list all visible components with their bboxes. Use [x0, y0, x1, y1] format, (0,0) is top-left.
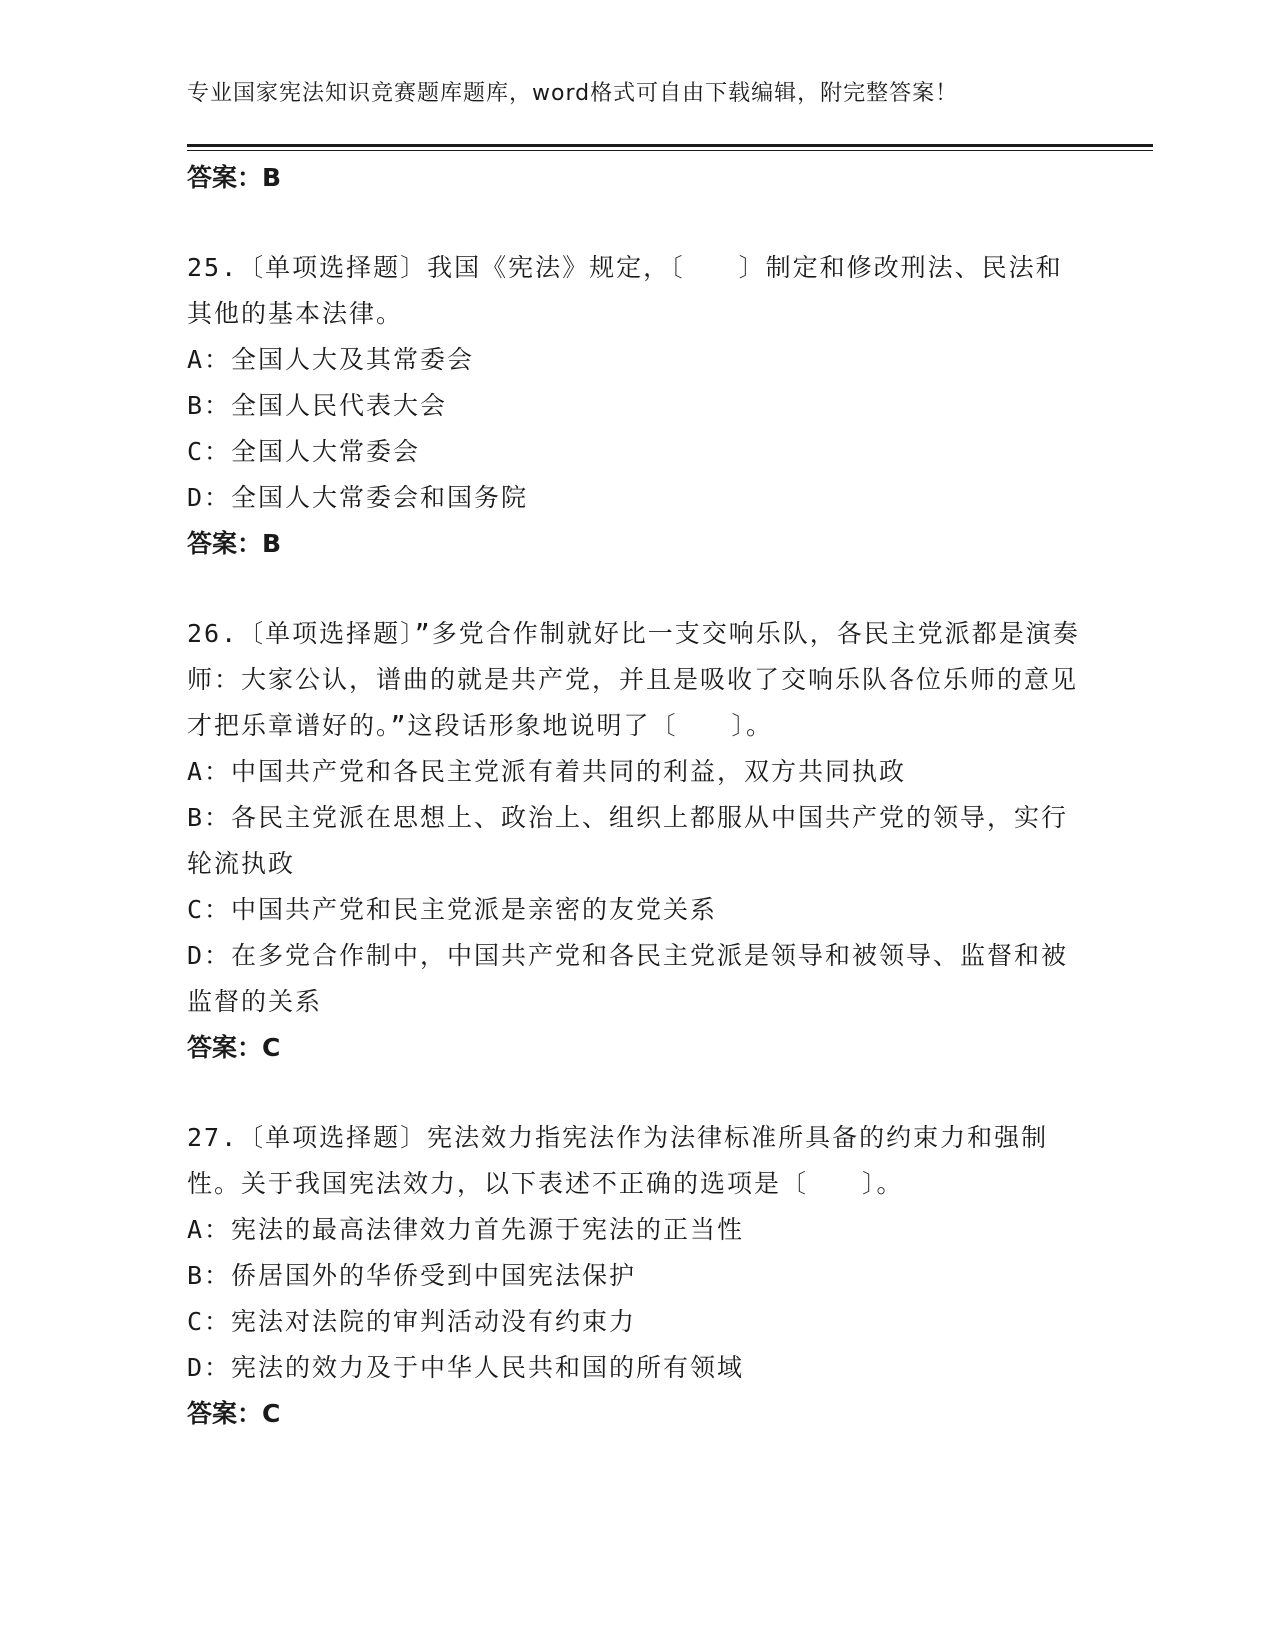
question-26 [187, 611, 1087, 1071]
option-d: D：在多党合作制中，中国共产党和各民主党派是领导和被领导、监督和被监督的关系 [187, 941, 1069, 1016]
option-c: C：中国共产党和民主党派是亲密的友党关系 [187, 895, 718, 924]
option-b: B：侨居国外的华侨受到中国宪法保护 [187, 1261, 637, 1290]
option-a: A：宪法的最高法律效力首先源于宪法的正当性 [187, 1215, 745, 1244]
option-a: A：中国共产党和各民主党派有着共同的利益，双方共同执政 [187, 757, 907, 786]
document-body [187, 155, 1087, 1481]
question-stem: 25.〔单项选择题〕我国《宪法》规定，〔 〕制定和修改刑法、民法和其他的基本法律。 [187, 253, 1063, 328]
option-d: D：全国人大常委会和国务院 [187, 483, 529, 512]
question-27 [187, 1115, 1087, 1437]
answer: 答案：B [187, 529, 282, 558]
page-header: 专业国家宪法知识竞赛题库题库，word格式可自由下载编辑，附完整答案！ [187, 81, 959, 106]
question-stem: 27.〔单项选择题〕宪法效力指宪法作为法律标准所具备的约束力和强制性。关于我国宪法效力，以下表述不正确的选项是〔 〕。 [187, 1123, 1049, 1198]
option-c: C：全国人大常委会 [187, 437, 421, 466]
header-divider-thin [187, 150, 1153, 151]
option-b: B：各民主党派在思想上、政治上、组织上都服从中国共产党的领导，实行轮流执政 [187, 803, 1069, 878]
question-stem: 26.〔单项选择题〕”多党合作制就好比一支交响乐队，各民主党派都是演奏师：大家公认，谱曲的就是共产党，并且是吸收了交响乐队各位乐师的意见才把乐章谱好的。”这段话形象地说明了〔 〕。 [187, 619, 1080, 740]
answer: 答案：C [187, 1399, 281, 1428]
option-b: B：全国人民代表大会 [187, 391, 448, 420]
previous-answer: 答案：B [187, 163, 282, 192]
option-c: C：宪法对法院的审判活动没有约束力 [187, 1307, 637, 1336]
answer: 答案：C [187, 1033, 281, 1062]
question-25 [187, 245, 1087, 567]
option-d: D：宪法的效力及于中华人民共和国的所有领域 [187, 1353, 745, 1382]
option-a: A：全国人大及其常委会 [187, 345, 475, 374]
header-divider-thick [187, 144, 1153, 147]
